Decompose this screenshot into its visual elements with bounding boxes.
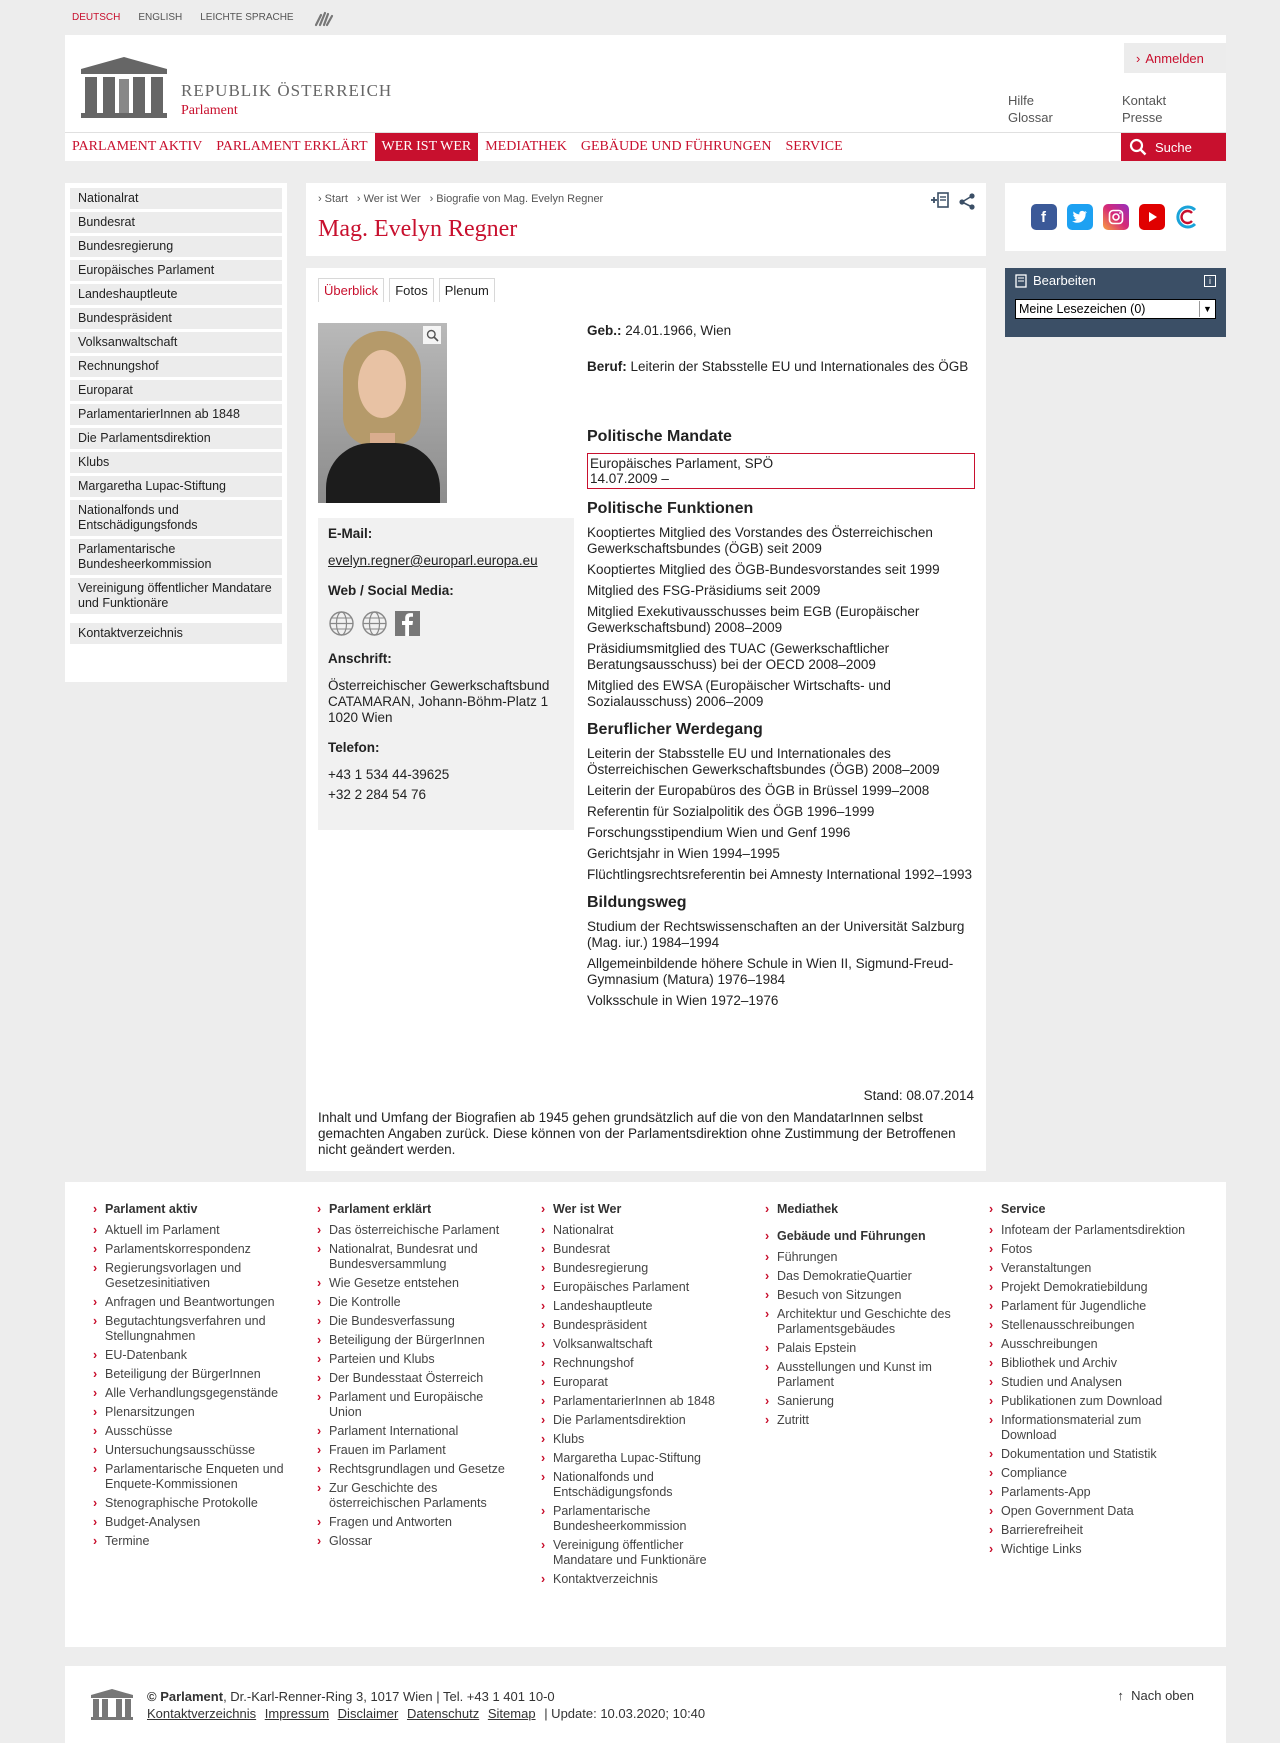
footer-link[interactable]: › Parlamentarische Enqueten und Enquete-Kommissionen (93, 1462, 293, 1492)
footer-link[interactable]: › Infoteam der Parlamentsdirektion (989, 1223, 1189, 1238)
mandate-box (587, 453, 975, 489)
press-link[interactable]: Presse (1122, 110, 1163, 125)
nav-gebaeude-und-fuehrungen[interactable]: GEBÄUDE UND FÜHRUNGEN (580, 139, 772, 154)
footer-link[interactable]: › Zur Geschichte des österreichischen Parlaments (317, 1481, 517, 1511)
arrow-up-icon: ↑ (1117, 1688, 1124, 1703)
footer-link[interactable]: › Rechtsgrundlagen und Gesetze (317, 1462, 517, 1477)
sidebar-item-europaeisches-parlament[interactable]: Europäisches Parlament (70, 260, 282, 281)
facebook-icon[interactable]: f (1031, 204, 1057, 230)
footer-link[interactable]: › Parlament und Europäische Union (317, 1390, 517, 1420)
footer-link[interactable]: › Die Bundesverfassung (317, 1314, 517, 1329)
footer-heading[interactable]: › Mediathek (765, 1202, 965, 1216)
footer-link[interactable]: › Nationalrat, Bundesrat und Bundesversammlung (317, 1242, 517, 1272)
footer-column-parlament-aktiv (93, 1202, 293, 1553)
footer-heading[interactable]: › Parlament aktiv (93, 1202, 293, 1216)
share-icon[interactable] (958, 192, 976, 210)
footer-link[interactable]: › Wie Gesetze entstehen (317, 1276, 517, 1291)
page-title: Mag. Evelyn Regner (318, 216, 518, 242)
lang-deutsch[interactable]: DEUTSCH (72, 12, 121, 23)
site-logo[interactable] (79, 55, 392, 119)
mandate-line: Europäisches Parlament, SPÖ (590, 456, 774, 471)
footer-link[interactable]: › Regierungsvorlagen und Gesetzesinitiativen (93, 1261, 293, 1291)
address-line: 1020 Wien (328, 710, 393, 725)
footer-link[interactable]: › Untersuchungsausschüsse (93, 1443, 293, 1458)
sidebar-item-klubs[interactable]: Klubs (70, 452, 282, 473)
bookmark-icon (1015, 274, 1027, 288)
back-to-top-label: Nach oben (1131, 1688, 1194, 1703)
list-item: Volksschule in Wien 1972–1976 (587, 993, 779, 1008)
parliament-logo-icon (90, 1688, 134, 1720)
list-item: Mitglied des FSG-Präsidiums seit 2009 (587, 583, 821, 598)
nav-mediathek[interactable]: MEDIATHEK (485, 139, 567, 154)
phone-number: +43 1 534 44-39625 (328, 767, 450, 782)
footer-link[interactable]: › Der Bundesstaat Österreich (317, 1371, 517, 1386)
list-item: Allgemeinbildende höhere Schule in Wien II, Sigmund-Freud-Gymnasium (Matura) 1976–1984 (587, 956, 954, 987)
search-icon (1129, 138, 1147, 156)
footer-link[interactable]: › Informationsmaterial zum Download (989, 1413, 1189, 1443)
list-item: Leiterin der Europabüros des ÖGB in Brüssel 1999–2008 (587, 783, 930, 798)
footer-link[interactable]: › Ausstellungen und Kunst im Parlament (765, 1360, 965, 1390)
section-heading-funktionen: Politische Funktionen (587, 500, 754, 517)
chevron-down-icon: ▼ (1199, 301, 1215, 317)
bookmarks-select[interactable] (1015, 299, 1216, 319)
footer-link[interactable]: › Beteiligung der BürgerInnen (317, 1333, 517, 1348)
footer-link[interactable]: › Parlament für Jugendliche (989, 1299, 1189, 1314)
footer-column-mediathek (765, 1202, 965, 1432)
footer-column-parlament-erklaert (317, 1202, 517, 1553)
utility-links (1008, 93, 1222, 125)
site-header (65, 35, 1226, 161)
list-item: Mitglied Exekutivausschusses beim EGB (Europäischer Gewerkschaftsbund) 2008–2009 (587, 604, 920, 635)
footer-link[interactable]: › Publikationen zum Download (989, 1394, 1189, 1409)
sidebar-item-bundesrat[interactable]: Bundesrat (70, 212, 282, 233)
section-heading-mandate: Politische Mandate (587, 428, 732, 445)
footer-link[interactable]: › Veranstaltungen (989, 1261, 1189, 1276)
footer-link[interactable]: › Ausschüsse (93, 1424, 293, 1439)
twitter-icon[interactable] (1067, 204, 1093, 230)
footer-heading[interactable]: › Service (989, 1202, 1189, 1216)
sidebar (65, 183, 287, 682)
sidebar-item-bundesregierung[interactable]: Bundesregierung (70, 236, 282, 257)
web-label: Web / Social Media: (328, 583, 454, 598)
breadcrumb-wer-ist-wer[interactable]: › Wer ist Wer (357, 193, 421, 205)
footer-link[interactable]: › Parteien und Klubs (317, 1352, 517, 1367)
footer-link[interactable]: › Palais Epstein (765, 1341, 965, 1356)
language-bar (0, 0, 1280, 35)
tab-ueberblick[interactable]: Überblick (318, 278, 384, 302)
footer-link-sitemap[interactable]: Sitemap (487, 1706, 536, 1721)
edit-panel (1005, 268, 1226, 337)
list-item: Studium der Rechtswissenschaften an der Universität Salzburg (Mag. iur.) 1984–1994 (587, 919, 965, 950)
facebook-icon[interactable] (394, 610, 421, 637)
list-item: Mitglied des EWSA (Europäischer Wirtschafts- und Sozialausschuss) 2006–2009 (587, 678, 891, 709)
footer-link[interactable]: › Nationalfonds und Entschädigungsfonds (541, 1470, 741, 1500)
contact-box (318, 518, 574, 830)
footer-link[interactable]: › Rechnungshof (541, 1356, 741, 1371)
footer-link[interactable]: › Projekt Demokratiebildung (989, 1280, 1189, 1295)
footer-link[interactable]: › Europarat (541, 1375, 741, 1390)
footer-link[interactable]: › Architektur und Geschichte des Parlamentsgebäudes (765, 1307, 965, 1337)
footer-link[interactable]: › Parlaments-App (989, 1485, 1189, 1500)
sidebar-item-europarat[interactable]: Europarat (70, 380, 282, 401)
footer-link[interactable]: › Die Parlamentsdirektion (541, 1413, 741, 1428)
footer-link[interactable]: › Margaretha Lupac-Stiftung (541, 1451, 741, 1466)
footer-link-datenschutz[interactable]: Datenschutz (406, 1706, 480, 1721)
podcast-icon[interactable] (1175, 204, 1201, 230)
footer-link[interactable]: › Führungen (765, 1250, 965, 1265)
footer-heading[interactable]: › Gebäude und Führungen (765, 1229, 965, 1243)
footer-link[interactable]: › Beteiligung der BürgerInnen (93, 1367, 293, 1382)
footer-link[interactable]: › Dokumentation und Statistik (989, 1447, 1189, 1462)
sidebar-item-nationalfonds[interactable]: Nationalfonds und Entschädigungsfonds (70, 500, 282, 536)
parliament-logo-icon (79, 55, 169, 119)
sidebar-item-landeshauptleute[interactable]: Landeshauptleute (70, 284, 282, 305)
footer-heading[interactable]: › Parlament erklärt (317, 1202, 517, 1216)
edit-title: Bearbeiten (1033, 273, 1096, 288)
sidebar-item-volksanwaltschaft[interactable]: Volksanwaltschaft (70, 332, 282, 353)
tab-fotos[interactable]: Fotos (389, 278, 434, 302)
footer-link[interactable]: › Barrierefreiheit (989, 1523, 1189, 1538)
login-button[interactable] (1124, 43, 1226, 73)
list-item: Flüchtlingsrechtsreferentin bei Amnesty International 1992–1993 (587, 867, 972, 882)
footer-sitemap (65, 1182, 1226, 1647)
footer-link[interactable]: › Fotos (989, 1242, 1189, 1257)
copyright: © Parlament (147, 1689, 224, 1704)
sidebar-item-nationalrat[interactable]: Nationalrat (70, 188, 282, 209)
footer-link[interactable]: › Wichtige Links (989, 1542, 1189, 1557)
footer-link[interactable]: › Compliance (989, 1466, 1189, 1481)
footer-link-kontaktverzeichnis[interactable]: Kontaktverzeichnis (147, 1706, 257, 1721)
list-item: Präsidiumsmitglied des TUAC (Gewerkschaftlicher Beratungsausschuss) bei der OECD 2008–2009 (587, 641, 890, 672)
phone-label: Telefon: (328, 740, 380, 755)
lang-english[interactable]: ENGLISH (138, 12, 183, 23)
info-icon[interactable]: i (1204, 275, 1216, 287)
footer-link[interactable]: › Open Government Data (989, 1504, 1189, 1519)
social-media-card (1005, 183, 1226, 251)
footer-link[interactable]: › Kontaktverzeichnis (541, 1572, 741, 1587)
sidebar-item-bundespraesident[interactable]: Bundespräsident (70, 308, 282, 329)
lang-leichte-sprache[interactable]: LEICHTE SPRACHE (200, 12, 294, 23)
web-links (328, 610, 564, 637)
sidebar-item-rechnungshof[interactable]: Rechnungshof (70, 356, 282, 377)
footer-link[interactable]: › Zutritt (765, 1413, 965, 1428)
zoom-icon[interactable] (423, 326, 441, 344)
sidebar-item-kontaktverzeichnis[interactable]: Kontaktverzeichnis (70, 623, 282, 644)
title-card (306, 183, 986, 256)
list-item: Leiterin der Stabsstelle EU und Internationales des Österreichischen Gewerkschaftsbundes (ÖGB) 2008–2009 (587, 746, 940, 777)
footer-link-impressum[interactable]: Impressum (264, 1706, 330, 1721)
update-date: | Update: 10.03.2020; 10:40 (544, 1706, 706, 1721)
tab-plenum[interactable]: Plenum (439, 278, 495, 302)
sidebar-item-parlamentarierinnen[interactable]: ParlamentarierInnen ab 1848 (70, 404, 282, 425)
list-item: Kooptiertes Mitglied des ÖGB-Bundesvorstandes seit 1999 (587, 562, 940, 577)
page-body (0, 161, 1280, 1161)
bookmarks-value: Meine Lesezeichen (0) (1019, 302, 1146, 316)
mandate-line: 14.07.2009 – (590, 471, 669, 486)
list-item: Kooptiertes Mitglied des Vorstandes des Österreichischen Gewerkschaftsbundes (ÖGB) seit 2009 (587, 525, 933, 556)
footer-link[interactable]: › Glossar (317, 1534, 517, 1549)
footer-link[interactable]: › Budget-Analysen (93, 1515, 293, 1530)
bookmark-add-icon[interactable] (930, 192, 950, 210)
footer-link[interactable]: › Parlament International (317, 1424, 517, 1439)
footer-link[interactable]: › Nationalrat (541, 1223, 741, 1238)
footer-link[interactable]: › Begutachtungsverfahren und Stellungnahmen (93, 1314, 293, 1344)
chevron-right-icon: › (1136, 50, 1141, 66)
sidebar-item-lupac-stiftung[interactable]: Margaretha Lupac-Stiftung (70, 476, 282, 497)
glossary-link[interactable]: Glossar (1008, 110, 1053, 125)
search-button[interactable] (1121, 133, 1226, 161)
footer-link[interactable]: › Volksanwaltschaft (541, 1337, 741, 1352)
footer-heading[interactable]: › Wer ist Wer (541, 1202, 741, 1216)
email-label: E-Mail: (328, 526, 373, 541)
footer-link[interactable]: › Studien und Analysen (989, 1375, 1189, 1390)
footer-link[interactable]: › Stenographische Protokolle (93, 1496, 293, 1511)
birth-info: Geb.: 24.01.1966, Wien (587, 323, 732, 338)
nav-service[interactable]: SERVICE (785, 139, 843, 154)
nav-parlament-aktiv[interactable]: PARLAMENT AKTIV (72, 139, 203, 154)
footer-link[interactable]: › Die Kontrolle (317, 1295, 517, 1310)
list-item: Referentin für Sozialpolitik des ÖGB 1996–1999 (587, 804, 875, 819)
email-link[interactable]: evelyn.regner@europarl.europa.eu (328, 553, 538, 568)
nav-wer-ist-wer[interactable]: WER IST WER (375, 133, 479, 161)
title-actions (930, 192, 976, 210)
globe-icon[interactable] (361, 610, 388, 637)
portrait-photo[interactable] (318, 323, 447, 503)
list-item: Forschungsstipendium Wien und Genf 1996 (587, 825, 851, 840)
globe-icon[interactable] (328, 610, 355, 637)
logo-title: REPUBLIK ÖSTERREICH (181, 81, 393, 100)
footer-link[interactable]: › Parlamentskorrespondenz (93, 1242, 293, 1257)
profile-tabs (318, 278, 495, 302)
youtube-icon[interactable] (1139, 204, 1165, 230)
stand-date: Stand: 08.07.2014 (863, 1088, 974, 1103)
footer-link[interactable]: › Bibliothek und Archiv (989, 1356, 1189, 1371)
contact-link[interactable]: Kontakt (1122, 93, 1167, 108)
footer-link[interactable]: › Sanierung (765, 1394, 965, 1409)
section-heading-bildung: Bildungsweg (587, 894, 687, 911)
main-navigation (65, 132, 1226, 161)
instagram-icon[interactable] (1103, 204, 1129, 230)
footer-link[interactable]: › Parlamentarische Bundesheerkommission (541, 1504, 741, 1534)
bottom-bar (65, 1666, 1226, 1743)
footer-link[interactable]: › Bundesregierung (541, 1261, 741, 1276)
footer-link[interactable]: › Aktuell im Parlament (93, 1223, 293, 1238)
nav-parlament-erklaert[interactable]: PARLAMENT ERKLÄRT (216, 139, 368, 154)
phone-number: +32 2 284 54 76 (328, 787, 426, 802)
footer-link[interactable]: › Alle Verhandlungsgegenstände (93, 1386, 293, 1401)
footer-link[interactable]: › Stellenausschreibungen (989, 1318, 1189, 1333)
footer-link-disclaimer[interactable]: Disclaimer (337, 1706, 399, 1721)
footer-link[interactable]: › Vereinigung öffentlicher Mandatare und Funktionäre (541, 1538, 741, 1568)
footer-link[interactable]: › Fragen und Antworten (317, 1515, 517, 1530)
footer-link[interactable]: › Das DemokratieQuartier (765, 1269, 965, 1284)
footer-column-service (989, 1202, 1189, 1561)
footer-link[interactable]: › Bundesrat (541, 1242, 741, 1257)
profession-info: Beruf: Leiterin der Stabsstelle EU und Internationales des ÖGB (587, 359, 969, 374)
footer-link[interactable]: › Ausschreibungen (989, 1337, 1189, 1352)
search-label: Suche (1155, 139, 1192, 155)
postal-address: , Dr.-Karl-Renner-Ring 3, 1017 Wien | Tel. +43 1 401 10-0 (223, 1689, 555, 1704)
logo-subtitle: Parlament (181, 103, 238, 118)
breadcrumb (318, 193, 603, 205)
footer-link[interactable]: › Bundespräsident (541, 1318, 741, 1333)
footer-link[interactable]: › Besuch von Sitzungen (765, 1288, 965, 1303)
login-label: Anmelden (1145, 50, 1204, 66)
sidebar-item-bundesheerkommission[interactable]: Parlamentarische Bundesheerkommission (70, 539, 282, 575)
footer-link[interactable]: › Klubs (541, 1432, 741, 1447)
biography-content (306, 268, 986, 1171)
list-item: Gerichtsjahr in Wien 1994–1995 (587, 846, 780, 861)
footer-link[interactable]: › Landeshauptleute (541, 1299, 741, 1314)
address-line: Österreichischer Gewerkschaftsbund (328, 678, 550, 693)
footer-column-wer-ist-wer (541, 1202, 741, 1591)
footer-link[interactable]: › Anfragen und Beantwortungen (93, 1295, 293, 1310)
address-line: CATAMARAN, Johann-Böhm-Platz 1 (328, 694, 549, 709)
help-link[interactable]: Hilfe (1008, 93, 1035, 108)
footer-link[interactable]: › ParlamentarierInnen ab 1848 (541, 1394, 741, 1409)
footer-link[interactable]: › Plenarsitzungen (93, 1405, 293, 1420)
sidebar-item-vereinigung[interactable]: Vereinigung öffentlicher Mandatare und Funktionäre (70, 578, 282, 614)
footer-link[interactable]: › Das österreichische Parlament (317, 1223, 517, 1238)
disclaimer-text: Inhalt und Umfang der Biografien ab 1945 gehen grundsätzlich auf die von den MandatarInnen selbst gemachten Angaben zurück. Diese können von der Parlamentsdirektion ohne Zustimmung der Betroffenen nicht geändert werden. (318, 1110, 956, 1157)
footer-link[interactable]: › EU-Datenbank (93, 1348, 293, 1363)
footer-link[interactable]: › Europäisches Parlament (541, 1280, 741, 1295)
sign-language-icon[interactable] (312, 8, 336, 28)
footer-link[interactable]: › Frauen im Parlament (317, 1443, 517, 1458)
back-to-top-link[interactable] (1117, 1688, 1194, 1703)
section-heading-werdegang: Beruflicher Werdegang (587, 721, 763, 738)
sidebar-item-parlamentsdirektion[interactable]: Die Parlamentsdirektion (70, 428, 282, 449)
biography-facts (587, 323, 975, 1014)
footer-link[interactable]: › Termine (93, 1534, 293, 1549)
breadcrumb-current: › Biografie von Mag. Evelyn Regner (430, 193, 604, 205)
imprint (147, 1688, 705, 1722)
breadcrumb-start[interactable]: › Start (318, 193, 348, 205)
address-label: Anschrift: (328, 651, 392, 666)
